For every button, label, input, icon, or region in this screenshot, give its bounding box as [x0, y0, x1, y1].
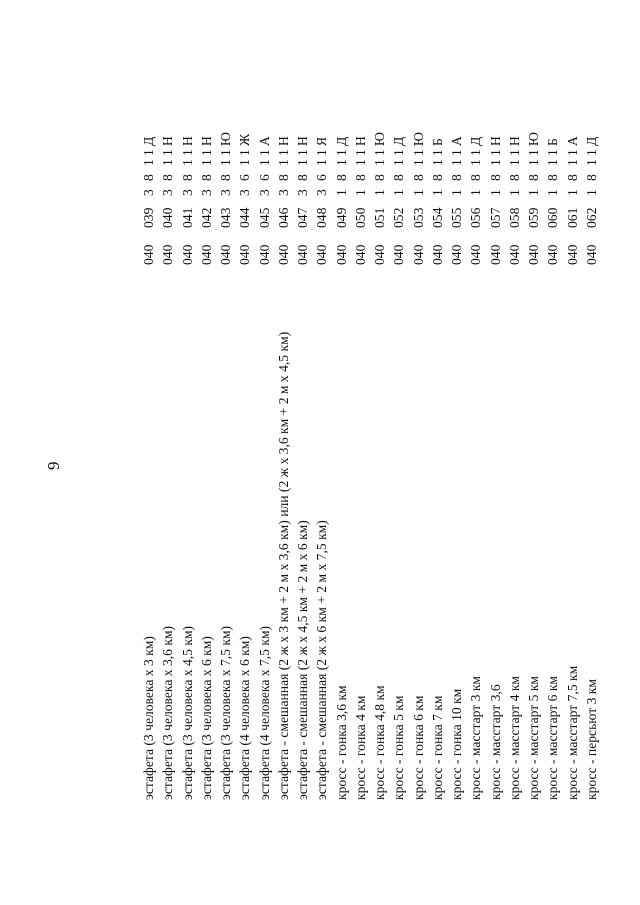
- discipline-name: кросс - гонка 4 км: [352, 695, 368, 800]
- code-part: 1: [487, 159, 503, 166]
- code-part: 1: [333, 149, 349, 156]
- code-part: 8: [333, 174, 349, 181]
- code-part: 3: [218, 189, 233, 196]
- code-part: Ю: [410, 132, 426, 146]
- code-part: 3: [141, 189, 156, 196]
- code-part: 1: [506, 189, 522, 196]
- code-part: 041: [179, 207, 195, 228]
- code-part: Н: [487, 136, 503, 146]
- discipline-code: [467, 132, 485, 265]
- code-part: А: [564, 136, 580, 146]
- code-part: 052: [391, 207, 407, 228]
- code-part: 1: [256, 159, 272, 166]
- code-part: 1: [487, 149, 503, 156]
- code-part: 8: [449, 174, 464, 181]
- code-part: 1: [468, 159, 484, 166]
- code-part: 1: [468, 149, 484, 156]
- code-part: 1: [410, 149, 426, 156]
- code-part: 059: [526, 207, 541, 228]
- code-part: 1: [391, 149, 407, 156]
- code-part: 1: [545, 159, 561, 166]
- discipline-code: [294, 132, 312, 265]
- code-part: 051: [372, 207, 387, 228]
- code-part: 3: [160, 189, 176, 196]
- code-part: 8: [506, 174, 522, 181]
- code-part: 1: [295, 159, 310, 166]
- code-part: 1: [198, 149, 214, 156]
- discipline-code: [333, 132, 351, 265]
- code-part: 1: [314, 159, 330, 166]
- code-part: 1: [372, 149, 387, 156]
- code-part: 1: [218, 149, 233, 156]
- code-part: 046: [275, 207, 291, 228]
- code-part: 1: [237, 159, 253, 166]
- code-part: 1: [564, 159, 580, 166]
- code-part: 1: [372, 189, 387, 196]
- code-part: 045: [256, 207, 272, 228]
- code-part: 042: [198, 207, 214, 228]
- code-part: 1: [141, 159, 156, 166]
- code-part: 1: [218, 159, 233, 166]
- code-part: 055: [449, 207, 464, 228]
- discipline-code: [564, 132, 582, 265]
- discipline-name: кросс - гонка 6 км: [410, 695, 426, 800]
- code-part: 1: [545, 189, 561, 196]
- code-part: 8: [391, 174, 407, 181]
- code-part: Ю: [372, 132, 387, 146]
- discipline-name: эстафета - смешанная (2 ж х 3 км + 2 м х 3,6 км) или (2 ж х 3,6 км + 2 м х 4,5 км): [275, 331, 291, 800]
- discipline-name: кросс - масстарт 6 км: [545, 675, 561, 800]
- discipline-name: кросс - масстарт 5 км: [526, 675, 541, 800]
- code-part: 040: [314, 244, 330, 265]
- discipline-name: эстафета (3 человека х 4,5 км): [179, 625, 195, 800]
- code-part: 057: [487, 207, 503, 228]
- code-part: 040: [237, 244, 253, 265]
- discipline-code: [506, 132, 524, 265]
- code-part: 8: [545, 174, 561, 181]
- code-part: Н: [506, 136, 522, 146]
- code-part: 044: [237, 207, 253, 228]
- code-part: 1: [506, 159, 522, 166]
- code-part: 040: [564, 244, 580, 265]
- code-part: 040: [256, 244, 272, 265]
- code-part: Д: [141, 136, 156, 146]
- code-part: 1: [526, 149, 541, 156]
- code-part: Д: [583, 136, 599, 146]
- code-part: 8: [198, 174, 214, 181]
- code-part: Н: [352, 136, 368, 146]
- code-part: Ю: [526, 132, 541, 146]
- code-part: 053: [410, 207, 426, 228]
- code-part: 040: [160, 244, 176, 265]
- code-part: 6: [237, 174, 253, 181]
- code-part: 6: [256, 174, 272, 181]
- discipline-name: кросс - гонка 4,8 км: [372, 685, 387, 800]
- discipline-name: кросс - масстарт 7,5 км: [564, 665, 580, 800]
- code-part: 3: [179, 189, 195, 196]
- code-part: Ю: [218, 132, 233, 146]
- code-part: 1: [410, 189, 426, 196]
- code-part: 8: [564, 174, 580, 181]
- code-part: 1: [468, 189, 484, 196]
- code-part: 1: [179, 159, 195, 166]
- code-part: А: [449, 136, 464, 146]
- code-part: 8: [487, 174, 503, 181]
- discipline-code: [236, 132, 254, 265]
- code-part: 1: [160, 159, 176, 166]
- discipline-code: [313, 132, 331, 265]
- discipline-name: эстафета (4 человека х 6 км): [237, 636, 253, 800]
- code-part: Д: [391, 136, 407, 146]
- code-part: 040: [198, 244, 214, 265]
- code-part: 1: [179, 149, 195, 156]
- code-part: 1: [564, 189, 580, 196]
- discipline-code: [159, 132, 177, 265]
- code-part: 043: [218, 207, 233, 228]
- discipline-code: [275, 132, 293, 265]
- code-part: 047: [295, 207, 310, 228]
- code-part: 048: [314, 207, 330, 228]
- code-part: 1: [391, 159, 407, 166]
- code-part: 040: [372, 244, 387, 265]
- code-part: 1: [449, 149, 464, 156]
- discipline-code: [198, 132, 216, 265]
- code-part: 8: [160, 174, 176, 181]
- code-part: 062: [583, 207, 599, 228]
- code-part: 8: [410, 174, 426, 181]
- discipline-name: эстафета (3 человека х 6 км): [198, 636, 214, 800]
- code-part: 040: [583, 244, 599, 265]
- code-part: 040: [295, 244, 310, 265]
- code-part: 1: [333, 159, 349, 166]
- code-part: 1: [314, 149, 330, 156]
- code-part: 8: [526, 174, 541, 181]
- code-part: 3: [275, 189, 291, 196]
- discipline-code: [487, 132, 505, 265]
- discipline-code: [140, 132, 158, 265]
- code-part: 1: [160, 149, 176, 156]
- code-part: 1: [545, 149, 561, 156]
- code-part: 1: [410, 159, 426, 166]
- code-part: 060: [545, 207, 561, 228]
- code-part: 040: [429, 244, 445, 265]
- code-part: 1: [583, 189, 599, 196]
- code-part: 1: [506, 149, 522, 156]
- discipline-code: [525, 132, 543, 265]
- discipline-name: эстафета - смешанная (2 ж х 6 км + 2 м х 7,5 км): [314, 520, 330, 800]
- discipline-code: [371, 132, 389, 265]
- code-part: 1: [391, 189, 407, 196]
- code-part: 039: [141, 207, 156, 228]
- code-part: 056: [468, 207, 484, 228]
- code-part: 040: [410, 244, 426, 265]
- code-part: 1: [275, 149, 291, 156]
- code-part: 8: [218, 174, 233, 181]
- discipline-code: [256, 132, 274, 265]
- discipline-code: [410, 132, 428, 265]
- code-part: 1: [449, 159, 464, 166]
- code-part: 040: [179, 244, 195, 265]
- code-part: Н: [179, 136, 195, 146]
- code-part: 8: [583, 174, 599, 181]
- code-part: 054: [429, 207, 445, 228]
- discipline-code: [429, 132, 447, 265]
- code-part: 3: [237, 189, 253, 196]
- code-part: 1: [487, 189, 503, 196]
- code-part: 1: [352, 189, 368, 196]
- code-part: Ж: [237, 133, 253, 146]
- code-part: 1: [429, 189, 445, 196]
- discipline-name: кросс - масстарт 4 км: [506, 675, 522, 800]
- code-part: 040: [545, 244, 561, 265]
- code-part: 040: [449, 244, 464, 265]
- code-part: 040: [218, 244, 233, 265]
- code-part: 1: [429, 159, 445, 166]
- code-part: Б: [545, 138, 561, 146]
- code-part: 1: [583, 149, 599, 156]
- code-part: 8: [275, 174, 291, 181]
- code-part: 3: [256, 189, 272, 196]
- discipline-name: кросс - масстарт 3 км: [468, 675, 484, 800]
- code-part: 1: [352, 149, 368, 156]
- code-part: Н: [295, 136, 310, 146]
- code-part: 1: [256, 149, 272, 156]
- code-part: 040: [506, 244, 522, 265]
- discipline-name: эстафета (3 человека х 7,5 км): [218, 625, 233, 800]
- discipline-name: кросс - гонка 7 км: [429, 695, 445, 800]
- code-part: 040: [526, 244, 541, 265]
- discipline-code: [544, 132, 562, 265]
- code-part: 049: [333, 207, 349, 228]
- code-part: 1: [564, 149, 580, 156]
- code-part: А: [256, 136, 272, 146]
- code-part: 040: [141, 244, 156, 265]
- discipline-name: кросс - гонка 5 км: [391, 695, 407, 800]
- discipline-name: эстафета (3 человека х 3,6 км): [160, 625, 176, 800]
- code-part: 8: [468, 174, 484, 181]
- code-part: Н: [198, 136, 214, 146]
- code-part: 3: [198, 189, 214, 196]
- code-part: 1: [429, 149, 445, 156]
- discipline-name: кросс - персьют 3 км: [583, 679, 599, 800]
- code-part: Д: [333, 136, 349, 146]
- code-part: 8: [352, 174, 368, 181]
- discipline-name: эстафета (4 человека х 7,5 км): [256, 625, 272, 800]
- discipline-name: эстафета (3 человека х 3 км): [141, 636, 156, 800]
- code-part: 1: [583, 159, 599, 166]
- code-part: 1: [333, 189, 349, 196]
- code-part: Н: [160, 136, 176, 146]
- code-part: 1: [237, 149, 253, 156]
- code-part: 1: [141, 149, 156, 156]
- code-part: 1: [526, 159, 541, 166]
- code-part: 061: [564, 207, 580, 228]
- code-part: 3: [314, 189, 330, 196]
- discipline-code: [352, 132, 370, 265]
- discipline-code: [179, 132, 197, 265]
- discipline-name: эстафета - смешанная (2 ж х 4,5 км + 2 м х 6 км): [295, 520, 310, 800]
- code-part: 8: [429, 174, 445, 181]
- discipline-code: [583, 132, 601, 265]
- code-part: 3: [295, 189, 310, 196]
- code-part: 040: [468, 244, 484, 265]
- code-part: 058: [506, 207, 522, 228]
- discipline-name: кросс - гонка 3,6 км: [333, 685, 349, 800]
- code-part: 8: [179, 174, 195, 181]
- code-part: 040: [160, 207, 176, 228]
- code-part: 040: [275, 244, 291, 265]
- discipline-name: кросс - масстарт 3,6: [487, 684, 503, 800]
- discipline-code: [217, 132, 235, 265]
- code-part: Д: [468, 136, 484, 146]
- code-part: 040: [487, 244, 503, 265]
- code-part: 8: [372, 174, 387, 181]
- code-part: 6: [314, 174, 330, 181]
- discipline-name: кросс - гонка 10 км: [449, 688, 464, 800]
- code-part: 8: [295, 174, 310, 181]
- code-part: 050: [352, 207, 368, 228]
- code-part: 8: [141, 174, 156, 181]
- code-part: 1: [275, 159, 291, 166]
- code-part: Б: [429, 138, 445, 146]
- code-part: 1: [352, 159, 368, 166]
- code-part: 1: [372, 159, 387, 166]
- code-part: 1: [295, 149, 310, 156]
- code-part: Я: [314, 136, 330, 146]
- code-part: 1: [449, 189, 464, 196]
- discipline-code: [448, 132, 466, 265]
- code-part: 040: [391, 244, 407, 265]
- code-part: 040: [333, 244, 349, 265]
- code-part: 1: [198, 159, 214, 166]
- code-part: 1: [526, 189, 541, 196]
- discipline-code: [390, 132, 408, 265]
- code-part: 040: [352, 244, 368, 265]
- page-number: 9: [44, 461, 63, 470]
- code-part: Н: [275, 136, 291, 146]
